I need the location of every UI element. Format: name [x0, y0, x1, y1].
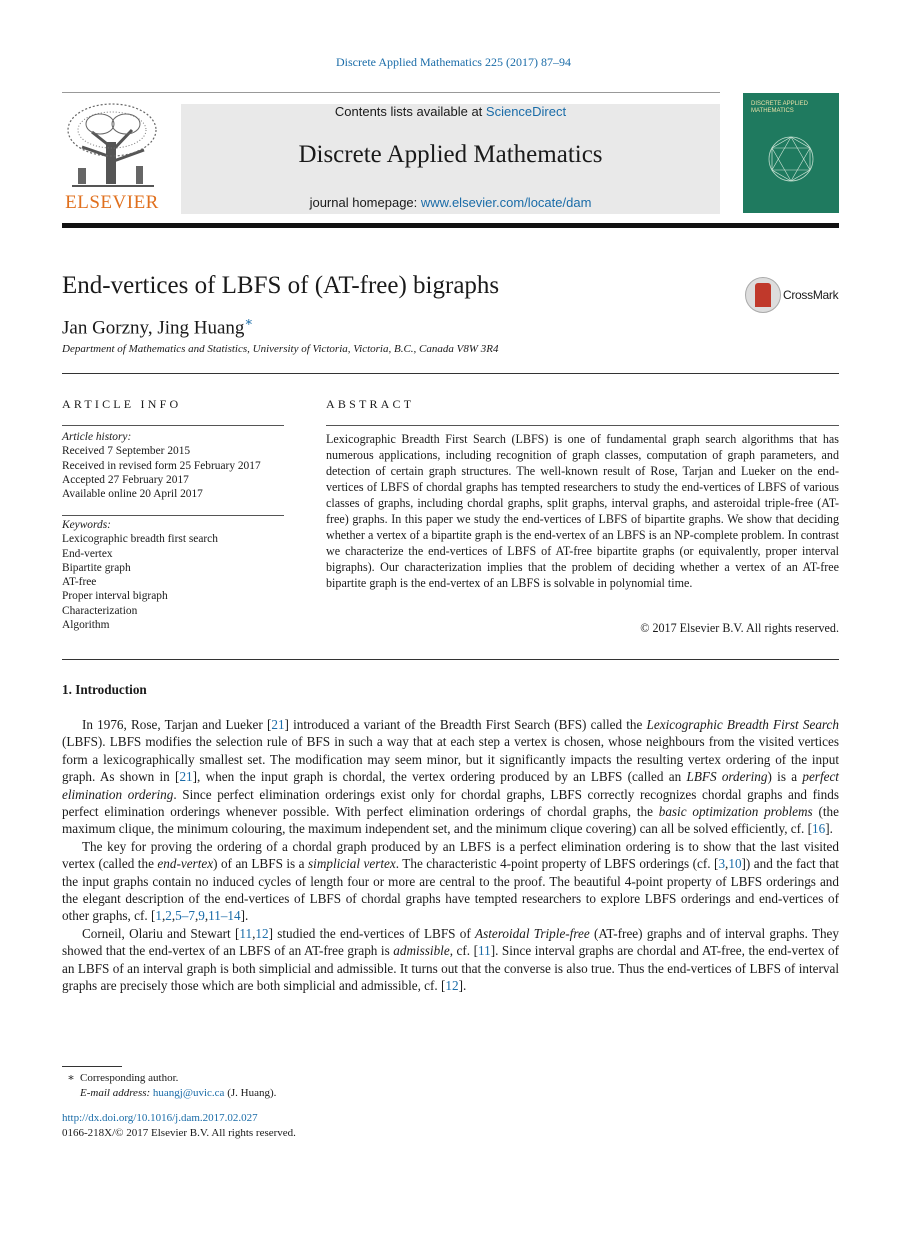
- footnote-mark: ∗: [67, 1072, 75, 1084]
- emphasis-text: end-vertex: [157, 856, 214, 872]
- paragraph: [62, 925, 839, 995]
- body-text: . The characteristic 4-point property of LBFS orderings (cf. [: [395, 856, 719, 872]
- body-text: , cf. [: [449, 943, 478, 959]
- body-text: (AT-free) graphs and of interval graphs. They showed that the end-vertex of an LBFS of an AT-free graph is: [62, 925, 839, 959]
- keyword-item: Algorithm: [62, 619, 110, 632]
- body-text: ,: [194, 908, 199, 924]
- emphasis-text: perfect elimination ordering: [62, 769, 839, 802]
- crossmark-label: CrossMark: [783, 288, 839, 302]
- cover-title: DISCRETE APPLIED MATHEMATICS: [751, 101, 809, 114]
- body-text: ].: [825, 821, 833, 837]
- corresponding-author-marker[interactable]: ∗: [244, 314, 254, 329]
- body-text: ,: [204, 908, 209, 924]
- history-label: Article history:: [62, 431, 132, 443]
- abstract-rule: [326, 425, 839, 426]
- graph-cover-icon: [763, 131, 819, 187]
- reference-link[interactable]: 11–14: [208, 908, 241, 924]
- article-info-heading: ARTICLE INFO: [62, 397, 182, 411]
- issn-line: 0166-218X/© 2017 Elsevier B.V. All rights reserved.: [62, 1127, 296, 1139]
- history-item: Received 7 September 2015: [62, 445, 191, 458]
- reference-link[interactable]: 5–7: [175, 908, 195, 924]
- history-item: Received in revised form 25 February 2017: [62, 459, 261, 472]
- body-text: ] studied the end-vertices of LBFS of: [268, 925, 476, 941]
- abstract-text: Lexicographic Breadth First Search (LBFS) is one of fundamental graph search algorithms that has numerous applications, including recognition of graph classes, computation of graph parameters, and detection of certain graph structures. The well-known result of Rose, Tarjan and Lueker on the end-vertices of LBFS of chordal graphs has tempted researchers to study the end-vertices of LBFS of various classes of graphs, including chordal graphs, split graphs, interval graphs, and asteroidal triple-free (AT-free) graphs. In this paper we study the end-vertices of LBFS of bipartite graphs. We show that deciding whether a vertex of a bipartite graph is the end-vertex of an LBFS is an NP-complete problem. In contrast we characterize the end-vertices of LBFS of AT-free bipartite graphs (or equivalently, proper interval bigraphs). Our characterization implies that the problem of deciding whether a vertex of an AT-free bipartite graph is the end-vertex of an LBFS is solvable in polynomial time.: [326, 432, 839, 590]
- keyword-item: Lexicographic breadth first search: [62, 533, 218, 546]
- body-text: ]. Since interval graphs are chordal and AT-free, the end-vertex of an LBFS of an interval graph is both simplicial and admissible. It turns out that the converse is also true. Thus the end-vertices of LBFS of interval graphs are precisely those which are both simplicial and admissible, cf. [: [62, 943, 840, 994]
- reference-link[interactable]: 10: [728, 856, 742, 872]
- body-text: (LBFS). LBFS modifies the selection rule of BFS in such a way that at each step a vertex is chosen, whose neighbours from the visited vertices form a lexicographically smallest set. The modification may seem minor, but it significantly impacts the resulting vertex ordering of the input graph. As shown in [: [62, 734, 839, 785]
- keywords-rule: [62, 515, 284, 516]
- author-list: [62, 314, 253, 339]
- body-text: ].: [458, 978, 467, 994]
- reference-link[interactable]: 3: [718, 856, 726, 872]
- reference-link[interactable]: 2: [165, 908, 172, 924]
- body-text: In 1976, Rose, Tarjan and Lueker [: [82, 717, 272, 732]
- footnote-rule: [62, 1066, 122, 1067]
- journal-cover-image[interactable]: [743, 93, 839, 213]
- sciencedirect-link[interactable]: ScienceDirect: [485, 104, 567, 119]
- keywords-label: Keywords:: [62, 519, 111, 531]
- affiliation-rule: [62, 373, 839, 374]
- paragraph: [62, 838, 839, 925]
- journal-citation[interactable]: [0, 55, 907, 70]
- body-text: The key for proving the ordering of a chordal graph produced by an LBFS is a perfect elimination ordering is to show that the last visited vertex (called the: [62, 838, 839, 872]
- body-text: ] introduced a variant of the Breadth First Search (BFS) called the: [284, 717, 647, 732]
- tree-logo-icon: [62, 102, 162, 192]
- contents-line: Contents lists available at ScienceDirect: [334, 104, 567, 119]
- body-text: Corneil, Olariu and Stewart [: [82, 925, 240, 941]
- reference-link[interactable]: 21: [179, 769, 193, 785]
- history-item: Accepted 27 February 2017: [62, 473, 189, 486]
- emphasis-text: simplicial vertex: [308, 856, 396, 872]
- header-thick-rule: [62, 223, 839, 228]
- body-text: ) is a: [767, 769, 803, 785]
- history-item: Available online 20 April 2017: [62, 488, 203, 501]
- abstract-heading: ABSTRACT: [326, 397, 415, 411]
- keywords-list: [62, 518, 292, 632]
- authors-text: Jan Gorzny, Jing Huang: [62, 317, 245, 339]
- keyword-item: AT-free: [62, 576, 97, 589]
- reference-link[interactable]: 11: [239, 925, 253, 941]
- crossmark-badge[interactable]: [745, 277, 845, 315]
- keyword-item: Characterization: [62, 604, 138, 617]
- emphasis-text: Lexicographic Breadth First Search: [646, 717, 839, 732]
- paper-title: End-vertices of LBFS of (AT-free) bigraphs: [62, 272, 500, 299]
- affiliation: Department of Mathematics and Statistics, University of Victoria, Victoria, B.C., Canada V8W 3R4: [62, 343, 499, 355]
- doi-link[interactable]: http://dx.doi.org/10.1016/j.dam.2017.02.027: [62, 1112, 258, 1124]
- citation-link[interactable]: Discrete Applied Mathematics 225 (2017) 87–94: [336, 55, 571, 69]
- reference-link[interactable]: 12: [255, 925, 269, 941]
- doi-block: [62, 1111, 296, 1141]
- body-text: . Since perfect elimination orderings exist only for chordal graphs, LBFS correctly recognizes chordal graphs and finds perfect elimination orderings whenever possible. With perfect elimination orderings of chordal graphs, the: [62, 786, 840, 820]
- abstract-copyright: © 2017 Elsevier B.V. All rights reserved.: [640, 621, 839, 635]
- homepage-line: journal homepage: www.elsevier.com/locate/dam: [309, 195, 592, 210]
- introduction-body: [62, 716, 839, 995]
- header-divider: [62, 92, 720, 93]
- keyword-item: Bipartite graph: [62, 561, 131, 574]
- crossmark-icon: [745, 277, 781, 313]
- footnote: [62, 1071, 276, 1101]
- emphasis-text: basic optimization problems: [658, 804, 813, 820]
- emphasis-text: LBFS ordering: [686, 769, 768, 785]
- emphasis-text: Asteroidal Triple-free: [475, 925, 590, 941]
- reference-link[interactable]: 16: [812, 821, 826, 837]
- article-info-rule: [62, 425, 284, 426]
- article-history: [62, 430, 292, 501]
- reference-link[interactable]: 9: [198, 908, 205, 924]
- reference-link[interactable]: 11: [478, 943, 491, 959]
- homepage-link[interactable]: www.elsevier.com/locate/dam: [420, 195, 592, 210]
- reference-link[interactable]: 1: [155, 908, 162, 924]
- body-text: ,: [725, 856, 729, 872]
- reference-link[interactable]: 12: [445, 978, 459, 994]
- journal-name: Discrete Applied Mathematics: [298, 141, 603, 168]
- keyword-item: Proper interval bigraph: [62, 590, 168, 603]
- paragraph: [62, 716, 839, 838]
- section-rule: [62, 659, 839, 660]
- journal-banner: [181, 104, 720, 214]
- publisher-wordmark: ELSEVIER: [65, 192, 159, 213]
- reference-link[interactable]: 21: [271, 717, 285, 732]
- body-text: ,: [252, 925, 256, 941]
- email-link[interactable]: huangj@uvic.ca: [152, 1087, 225, 1099]
- body-text: ], when the input graph is chordal, the vertex ordering produced by an LBFS (called an: [192, 769, 687, 785]
- body-text: ,: [161, 908, 166, 924]
- body-text: (the maximum clique, the minimum colouring, the maximum independent set, and the minimum clique covering) can all be solved efficiently, cf. [: [62, 804, 839, 837]
- body-text: ].: [240, 908, 249, 924]
- elsevier-logo[interactable]: [62, 102, 162, 214]
- body-text: ,: [171, 908, 176, 924]
- emphasis-text: admissible: [393, 943, 450, 959]
- footnote-corresponding: ∗ Corresponding author.: [62, 1071, 276, 1086]
- keyword-item: End-vertex: [62, 547, 113, 560]
- body-text: ) of an LBFS is a: [213, 856, 309, 872]
- section-heading-introduction: 1. Introduction: [62, 682, 147, 697]
- body-text: ]) and the fact that the input graphs contain no induced cycles of length four or more are central to the proof. The beautiful 4-point property of LBFS orderings and the elegant description of the end-vertices of LBFS of chordal graphs have tempted researchers to explore LBFS orderings and end-vertices of other graphs, cf. [: [62, 856, 839, 924]
- footnote-email: E-mail address: huangj@uvic.ca (J. Huang).: [80, 1087, 277, 1099]
